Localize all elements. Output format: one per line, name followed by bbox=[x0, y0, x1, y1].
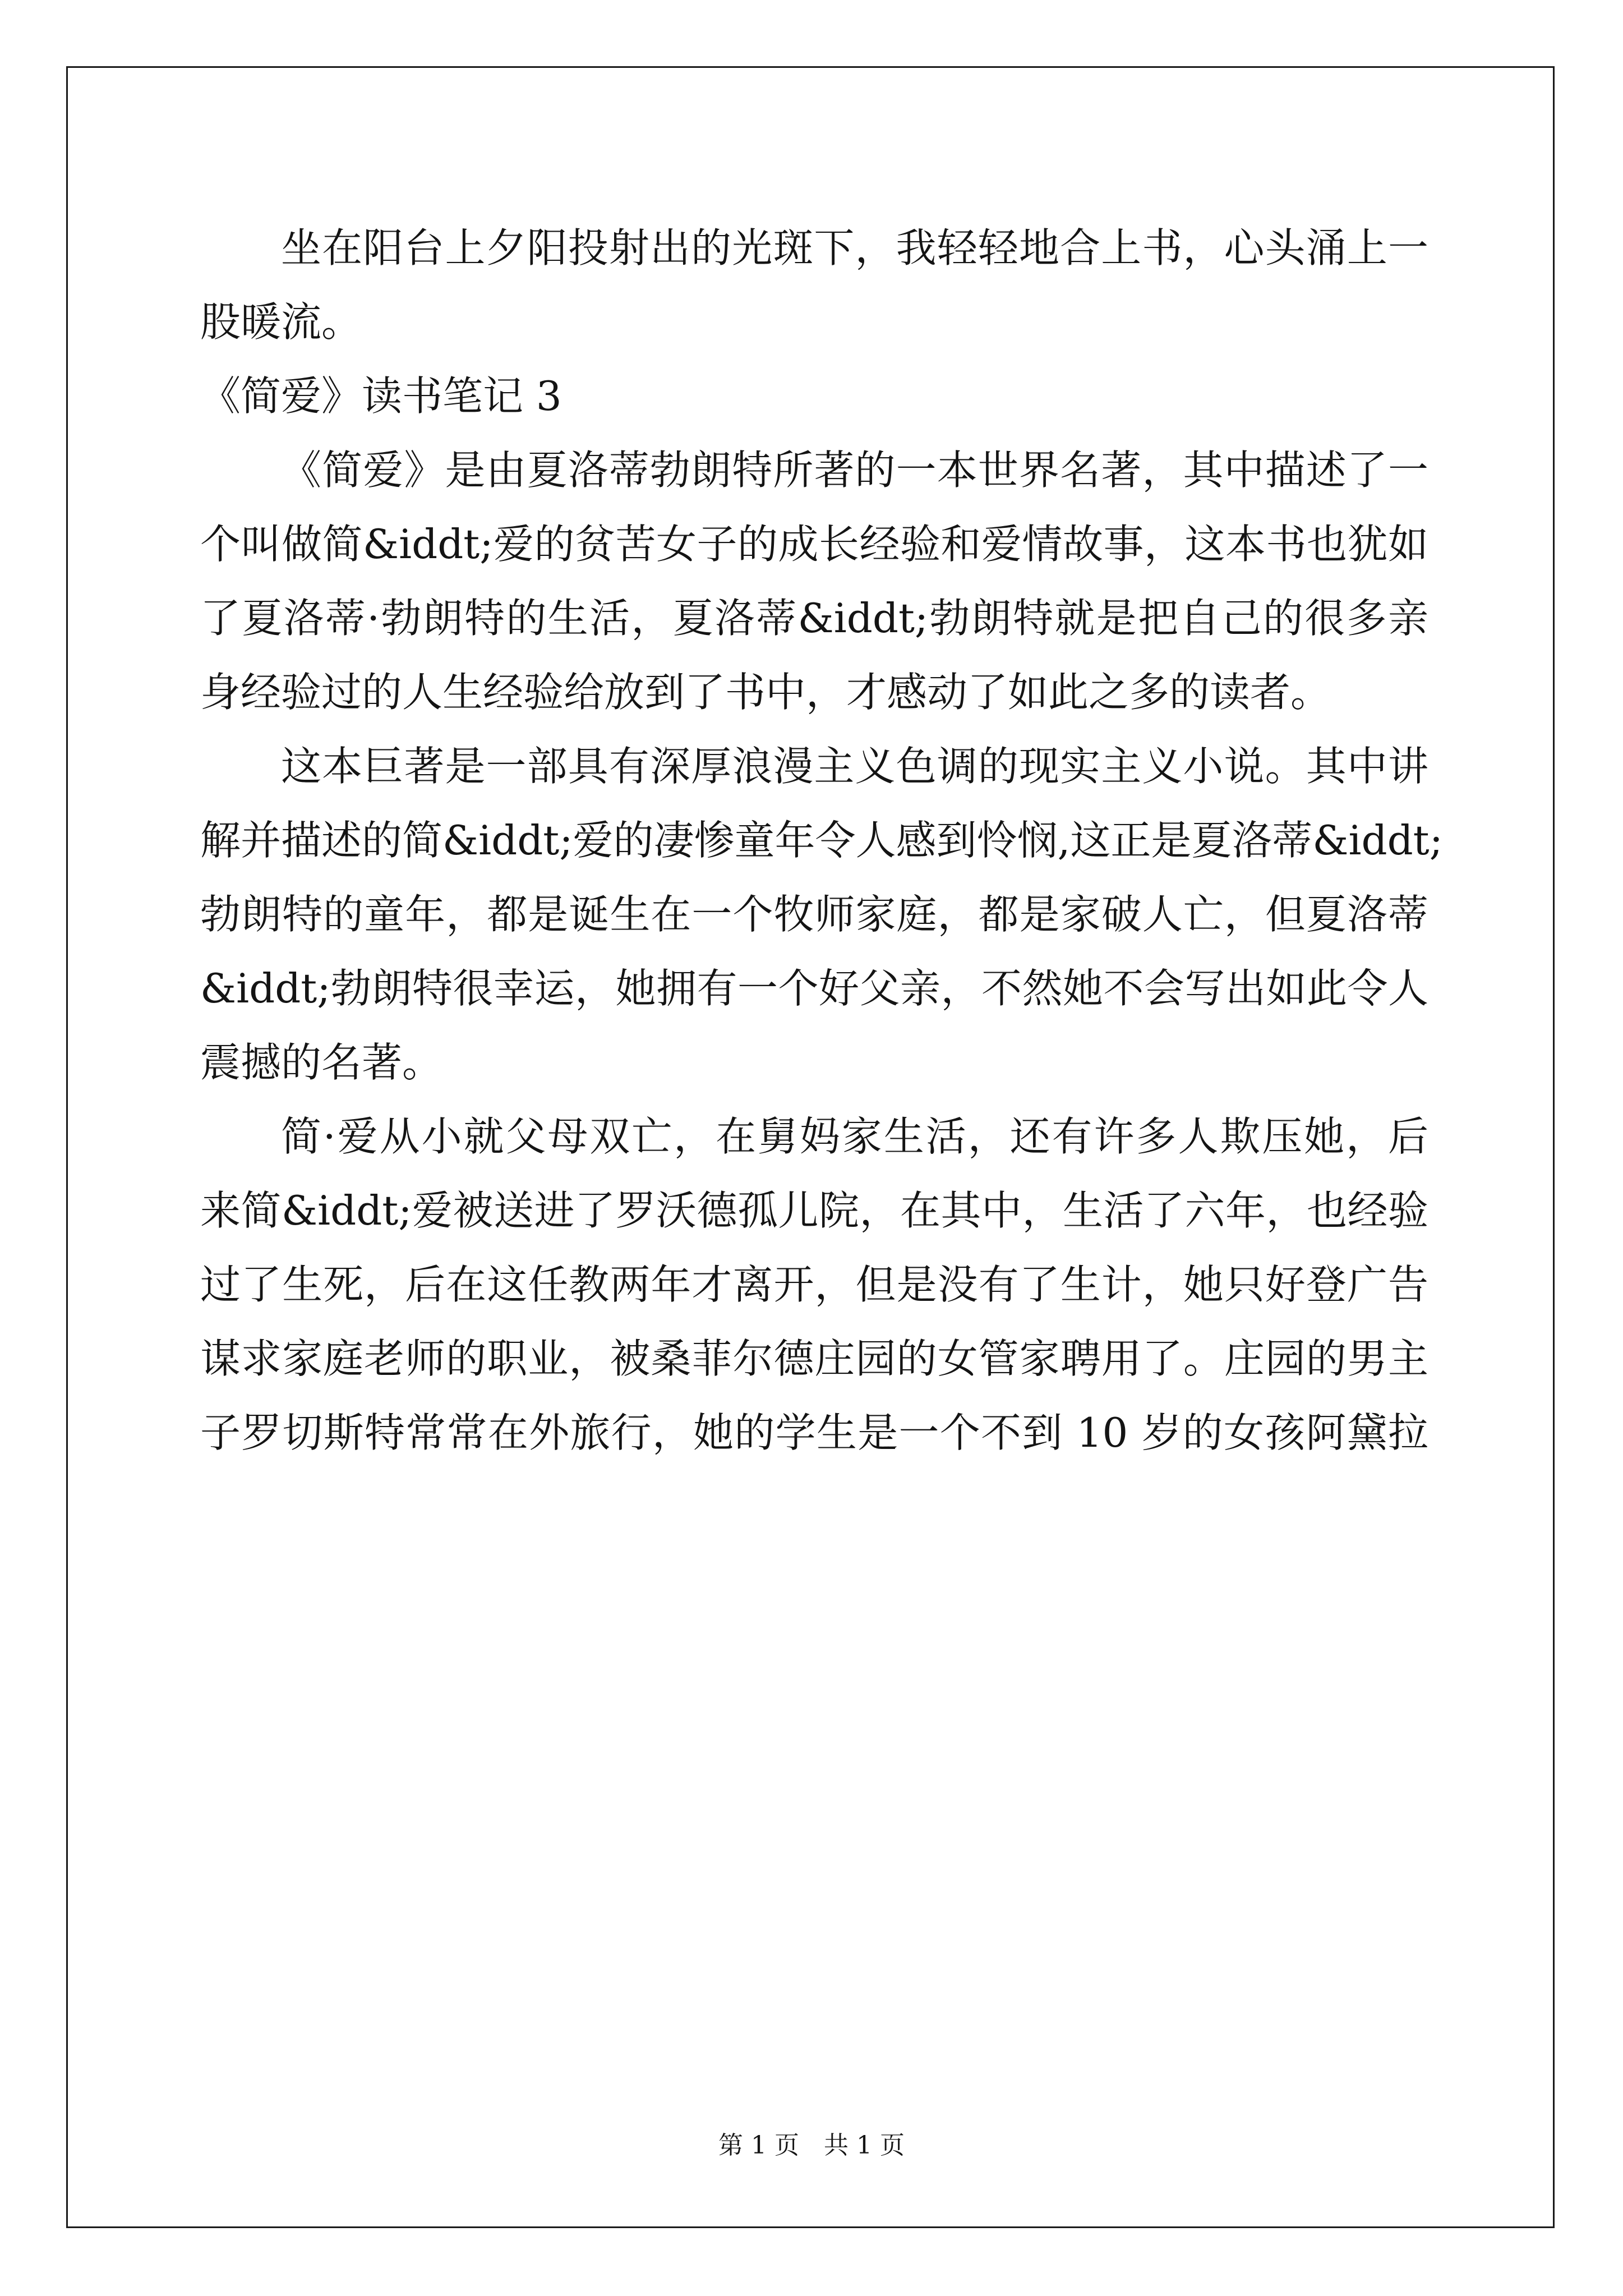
text-line: 身经验过的人生经验给放到了书中，才感动了如此之多的读者。 bbox=[200, 669, 1331, 716]
text-line: 《简爱》是由夏洛蒂勃朗特所著的一本世界名著，其中描述了一 bbox=[281, 447, 1428, 494]
text-line: 来简&iddt;爱被送进了罗沃德孤儿院，在其中，生活了六年，也经验 bbox=[200, 1187, 1428, 1234]
text-line: 解并描述的简&iddt;爱的凄惨童年令人感到怜悯,这正是夏洛蒂&iddt; bbox=[200, 817, 1443, 864]
section-heading: 《简爱》读书笔记 3 bbox=[200, 372, 562, 420]
text-line: 震撼的名著。 bbox=[200, 1039, 443, 1086]
text-line: 简·爱从小就父母双亡，在舅妈家生活，还有许多人欺压她，后 bbox=[281, 1113, 1428, 1160]
text-line: 股暖流。 bbox=[200, 298, 362, 346]
text-line: 这本巨著是一部具有深厚浪漫主义色调的现实主义小说。其中讲 bbox=[281, 743, 1428, 790]
text-line: &iddt;勃朗特很幸运，她拥有一个好父亲，不然她不会写出如此令人 bbox=[200, 965, 1428, 1012]
text-line: 个叫做简&iddt;爱的贫苦女子的成长经验和爱情故事，这本书也犹如 bbox=[200, 521, 1428, 568]
text-line: 了夏洛蒂·勃朗特的生活，夏洛蒂&iddt;勃朗特就是把自己的很多亲 bbox=[200, 595, 1428, 642]
text-line: 坐在阳台上夕阳投射出的光斑下，我轻轻地合上书，心头涌上一 bbox=[281, 224, 1428, 272]
text-line: 勃朗特的童年，都是诞生在一个牧师家庭，都是家破人亡，但夏洛蒂 bbox=[200, 891, 1428, 938]
text-line: 子罗切斯特常常在外旅行，她的学生是一个不到 10 岁的女孩阿黛拉 bbox=[200, 1409, 1428, 1456]
text-line: 谋求家庭老师的职业，被桑菲尔德庄园的女管家聘用了。庄园的男主 bbox=[200, 1335, 1428, 1382]
page-footer: 第 1 页 共 1 页 bbox=[718, 2131, 905, 2160]
text-line: 过了生死，后在这任教两年才离开，但是没有了生计，她只好登广告 bbox=[200, 1261, 1428, 1308]
